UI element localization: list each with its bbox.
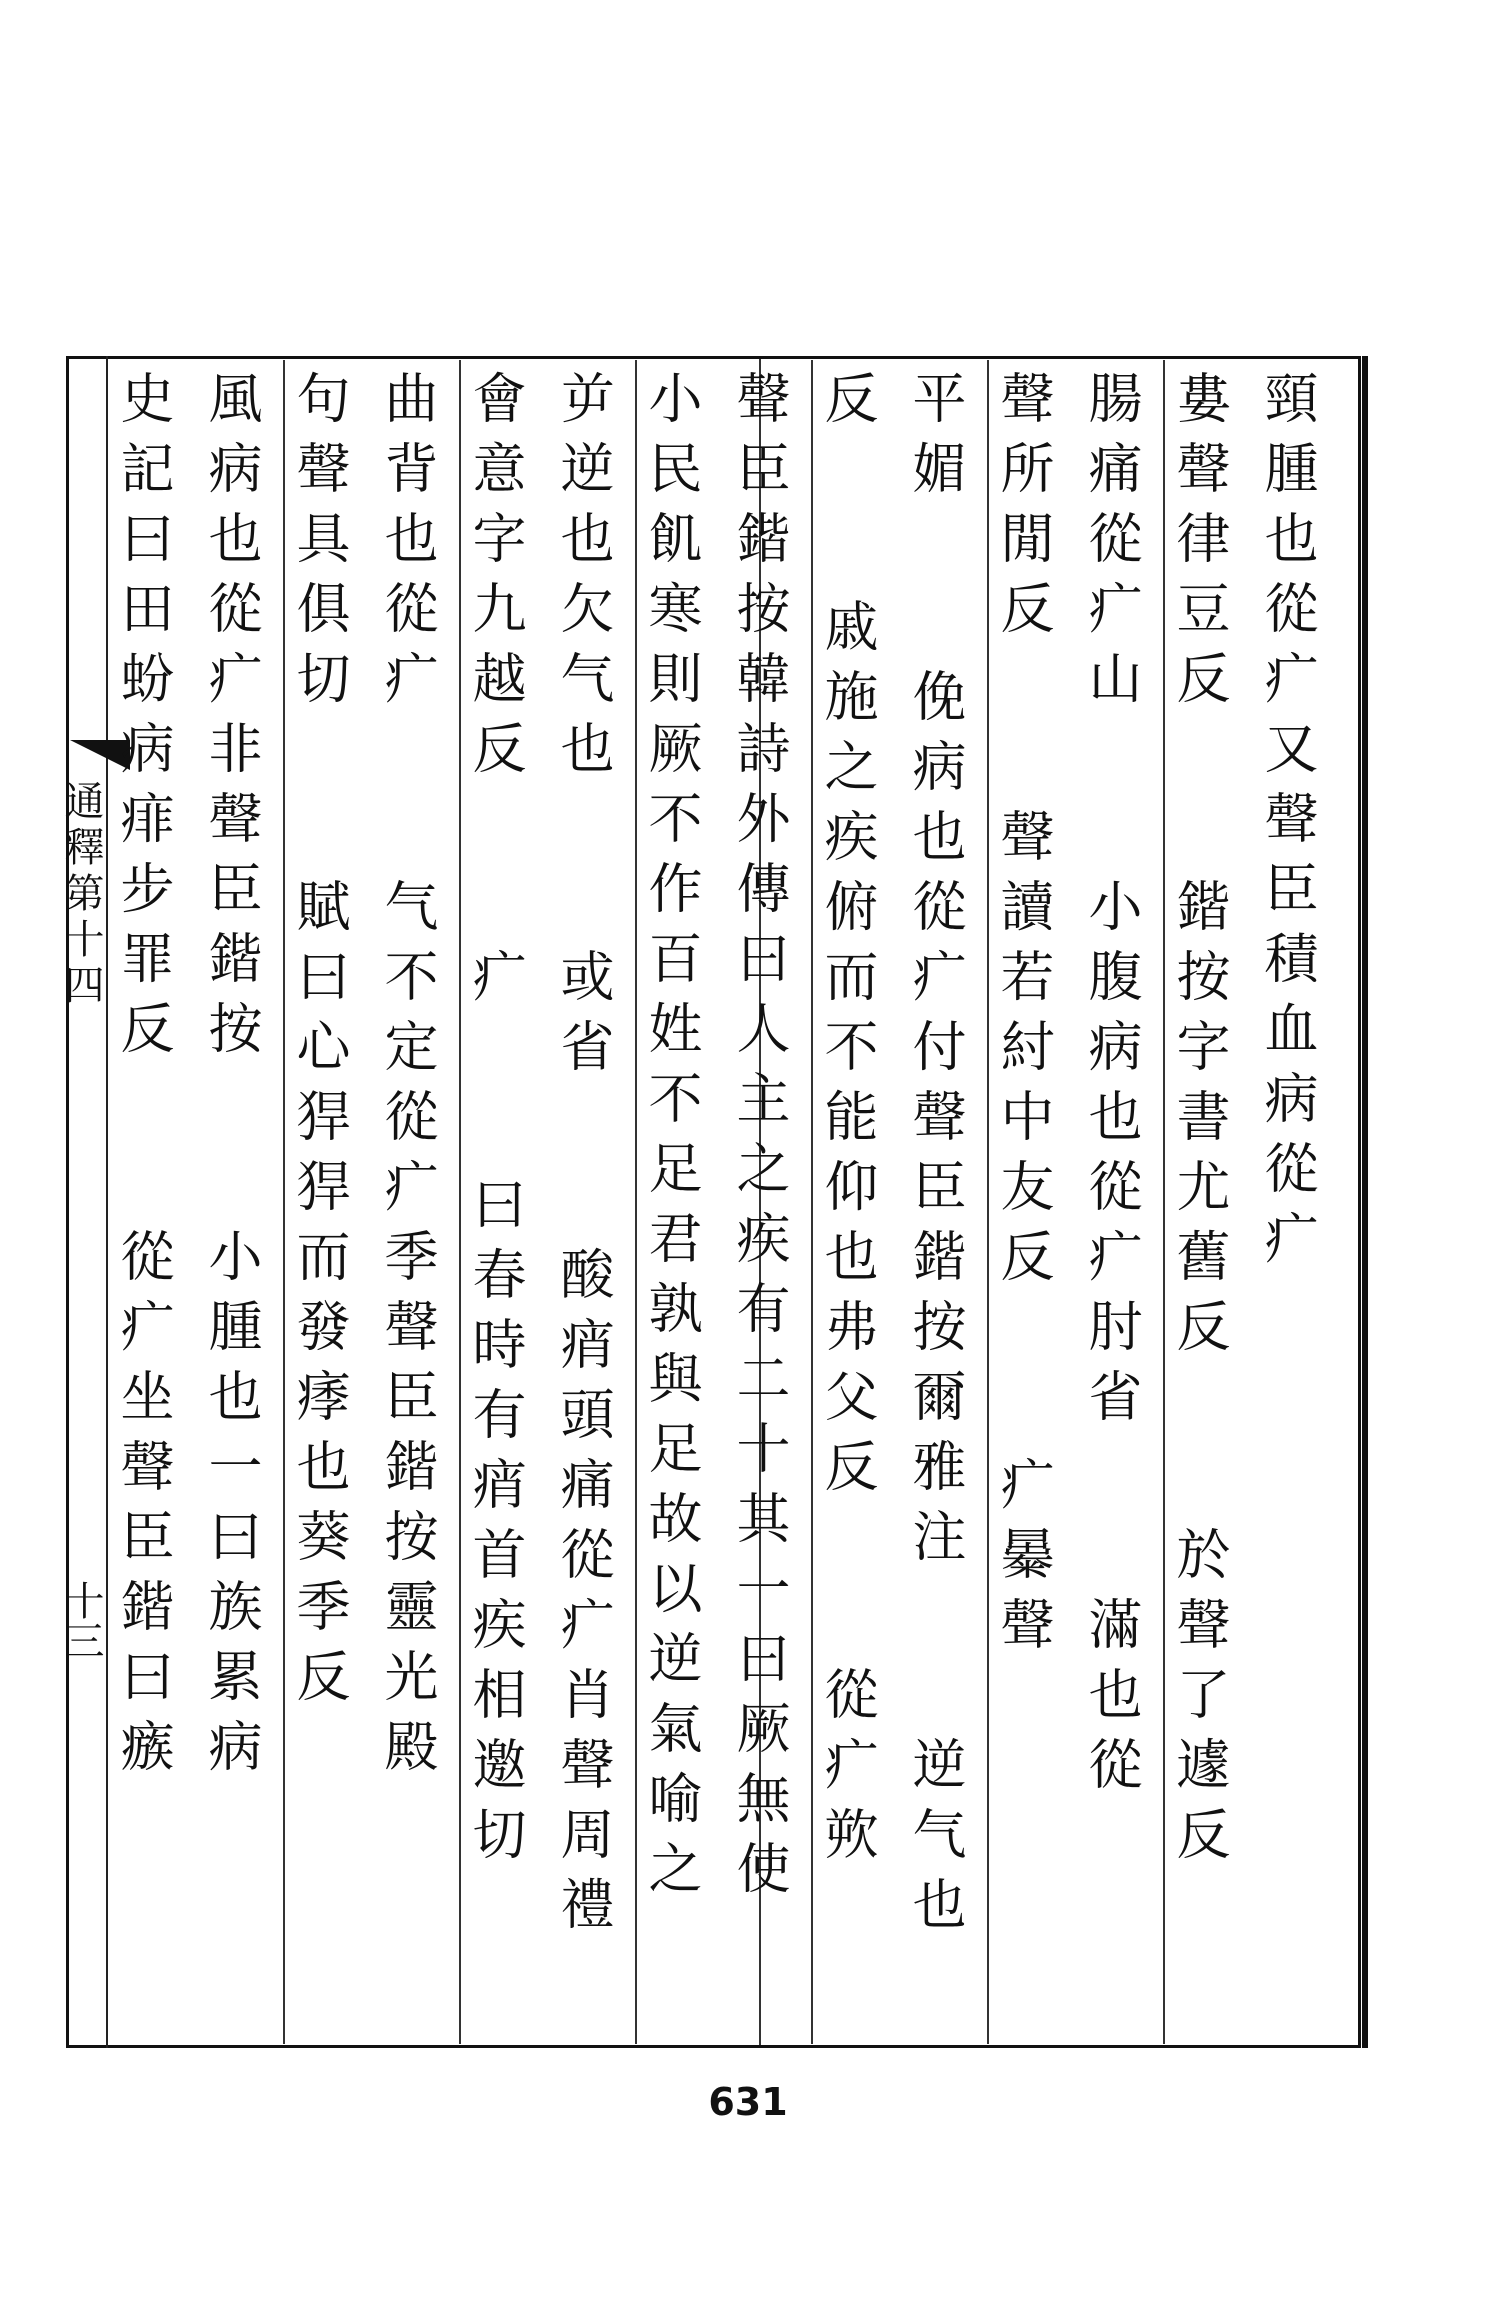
column-divider	[459, 360, 461, 2044]
text-column: 屰逆也欠气也 或省 酸痟頭痛從疒肖聲周禮	[552, 370, 615, 1946]
text-column: 反 戚施之疾俯而不能仰也弗父反 從疒欮	[816, 370, 879, 1876]
column-divider	[811, 360, 813, 2044]
text-column: 頸腫也從疒又聲臣積血病從疒	[1256, 370, 1319, 1280]
text-column: 平媚 俛病也從疒付聲臣鍇按爾雅注 逆气也	[904, 370, 967, 1946]
text-column: 會意字九越反 疒 曰春時有痟首疾相邀切	[464, 370, 527, 1876]
text-column: 曲背也從疒 气不定從疒季聲臣鍇按靈光殿	[376, 370, 439, 1788]
column-divider	[283, 360, 285, 2044]
column-divider	[987, 360, 989, 2044]
text-column: 風病也從疒非聲臣鍇按 小腫也一曰族累病	[200, 370, 263, 1788]
chapter-label: 通釋第十四	[58, 780, 104, 1010]
leaf-number: 十三	[58, 1580, 104, 1660]
text-column: 史記曰田蚡病痱步罪反 從疒坐聲臣鍇曰瘯	[112, 370, 175, 1788]
text-column: 句聲具俱切 賦曰心猂猂而發痵也葵季反	[288, 370, 351, 1718]
margin-column	[58, 356, 108, 2048]
text-column: 婁聲律豆反 鍇按字書尤舊反 於聲了遽反	[1168, 370, 1231, 1876]
text-column: 小民飢寒則厥不作百姓不足君孰與足故以逆氣喻之	[640, 370, 703, 1910]
text-column: 聲所閒反 聲讀若紂中友反 疒㬥聲	[992, 370, 1055, 1666]
column-divider	[635, 360, 637, 2044]
page-number: 631	[708, 2080, 788, 2124]
text-column: 聲臣鍇按韓詩外傳曰人主之疾有二十其一曰厥無使	[728, 370, 791, 1910]
text-column: 腸痛從疒山 小腹病也從疒肘省 滿也從	[1080, 370, 1143, 1806]
column-divider	[1163, 360, 1165, 2044]
